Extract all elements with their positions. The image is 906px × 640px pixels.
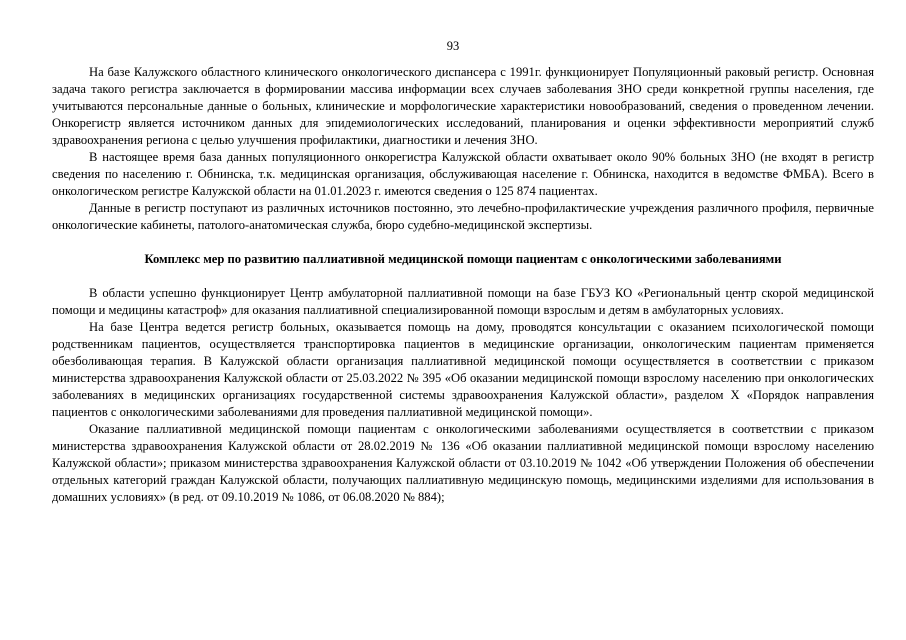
paragraph-palliative-center: В области успешно функционирует Центр амбулаторной паллиативной помощи на базе ГБУЗ КО «Региональный центр скорой медицинской помощи и медицины катастроф» для оказания паллиативной специализированной помощи взрослым и детям в амбулаторных условиях. [52,286,874,317]
document-body [52,64,874,506]
paragraph-population-registry: На базе Калужского областного клинического онкологического диспансера с 1991г. функционирует Популяционный раковый регистр. Основная задача такого регистра заключается в формировании массива информации всех случаев заболевания ЗНО среди конкретной группы населения, где учитываются персональные данные о больных, клинические и морфологические характеристики новообразований, сведения о проведенном лечении. Онкорегистр является источником данных для эпидемиологических исследований, планирования и оценки эффективности мероприятий служб здравоохранения региона с целью улучшения профилактики, диагностики и лечения ЗНО. [52,65,874,147]
page-number: 93 [446,39,460,53]
paragraph-center-services: На базе Центра ведется регистр больных, оказывается помощь на дому, проводятся консультации с оказанием психологической помощи родственникам пациентов, осуществляется транспортировка пациентов в медицинские организации, онкологическим пациентам применяется обезболивающая терапия. В Калужской области организация паллиативной медицинской помощи осуществляется в соответствии с приказом министерства здравоохранения Калужской области от 25.03.2022 № 395 «Об оказании медицинской помощи взрослому населению при онкологических заболеваниях в медицинских организациях государственной системы здравоохранения Калужской области», разделом X «Порядок направления пациентов с онкологическими заболеваниями для проведения паллиативной медицинской помощи». [52,320,874,419]
paragraph-registry-sources: Данные в регистр поступают из различных источников постоянно, это лечебно-профилактические учреждения различного профиля, первичные онкологические кабинеты, патолого-анатомическая служба, бюро судебно-медицинской экспертизы. [52,201,874,232]
paragraph-registry-coverage: В настоящее время база данных популяционного онкорегистра Калужской области охватывает около 90% больных ЗНО (не входят в регистр сведения по населению г. Обнинска, т.к. медицинская организация, обслуживающая население г. Обнинска, находится в ведомстве ФМБА). Всего в онкологическом регистре Калужской области на 01.01.2023 г. имеются сведения о 125 874 пациентах. [52,150,874,198]
section-heading-palliative-care: Комплекс мер по развитию паллиативной медицинской помощи пациентам с онкологическими заболеваниями [144,252,782,266]
paragraph-palliative-orders: Оказание паллиативной медицинской помощи пациентам с онкологическими заболеваниями осуществляется в соответствии с приказом министерства здравоохранения Калужской области от 28.02.2019 № 136 «Об оказании паллиативной медицинской помощи взрослому населению Калужской области»; приказом министерства здравоохранения Калужской области от 03.10.2019 № 1042 «Об утверждении Положения об обеспечении отдельных категорий граждан Калужской области, получающих паллиативную медицинскую помощь, медицинскими изделиями для использования в домашних условиях» (в ред. от 09.10.2019 № 1086, от 06.08.2020 № 884); [52,422,874,504]
